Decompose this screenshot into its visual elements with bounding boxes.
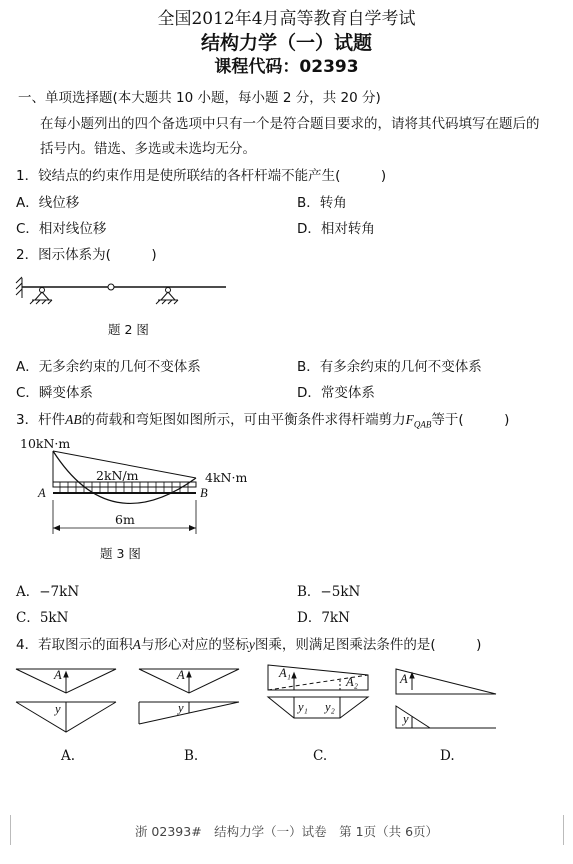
figure-a-ordinate-label: y bbox=[55, 702, 61, 716]
question-4-stem-var-a: A bbox=[132, 637, 141, 652]
footer-margin-mark-right bbox=[563, 815, 564, 845]
footer-margin-mark-left bbox=[10, 815, 11, 845]
figure-d-ordinate-label: y bbox=[403, 712, 409, 726]
instructions-line-2: 括号内。错选、多选或未选均无分。 bbox=[40, 141, 256, 157]
figure-d bbox=[396, 669, 496, 728]
subject-title: 结构力学（一）试题 bbox=[200, 32, 372, 54]
question-3-stem-middle: 的荷载和弯矩图如图所示，可由平衡条件求得杆端剪力 bbox=[81, 412, 406, 428]
figure-c-ordinate1-label: y₁ bbox=[298, 700, 308, 714]
instructions-line-1: 在每小题列出的四个备选项中只有一个是符合题目要求的，请将其代码填写在题后的 bbox=[40, 116, 540, 132]
figure-a-area-label: A bbox=[54, 668, 62, 682]
section-heading: 一、单项选择题(本大题共 10 小题，每小题 2 分，共 20 分) bbox=[18, 90, 381, 106]
question-4-stem-prefix: 4．若取图示的面积 bbox=[16, 637, 133, 653]
question-4-option-c: C. bbox=[313, 748, 328, 764]
question-3-stem-prefix: 3．杆件 bbox=[16, 412, 66, 428]
question-1-option-a: A．线位移 bbox=[16, 195, 80, 211]
figure-b-ordinate-label: y bbox=[178, 701, 184, 715]
question-4-stem-var-y: y bbox=[248, 637, 255, 652]
question-3-shear-symbol: F bbox=[405, 412, 414, 427]
load-label: 2kN/m bbox=[96, 468, 139, 483]
question-2-option-a: A．无多余约束的几何不变体系 bbox=[16, 359, 201, 375]
question-4-option-d: D. bbox=[440, 748, 455, 764]
page-footer: 浙 02393# 结构力学（一）试卷 第 1页（共 6页） bbox=[134, 824, 439, 839]
figure-c-area2-label: A₂ bbox=[346, 675, 358, 689]
exam-title: 全国2012年4月高等教育自学考试 bbox=[157, 9, 416, 29]
figure-b bbox=[139, 669, 239, 724]
question-1-option-c: C．相对线位移 bbox=[16, 221, 107, 237]
question-4-option-b: B. bbox=[184, 748, 199, 764]
question-3-stem-suffix: 等于( ) bbox=[431, 412, 510, 428]
question-1-option-d: D．相对转角 bbox=[297, 221, 375, 237]
question-1-option-b: B．转角 bbox=[297, 195, 347, 211]
question-2-option-c: C．瞬变体系 bbox=[16, 385, 93, 401]
question-2-option-b: B．有多余约束的几何不变体系 bbox=[297, 359, 482, 375]
figure-c-area1-label: A₁ bbox=[279, 666, 291, 680]
end-b-label: B bbox=[200, 486, 208, 500]
end-a-label: A bbox=[38, 486, 46, 500]
right-moment-label: 4kN·m bbox=[205, 470, 248, 485]
question-2-stem: 2．图示体系为( ) bbox=[16, 247, 157, 263]
figure-b-area-label: A bbox=[177, 668, 185, 682]
span-label: 6m bbox=[115, 512, 135, 527]
question-3-stem-var: AB bbox=[65, 412, 82, 427]
question-3-caption: 题 3 图 bbox=[100, 546, 141, 561]
question-3-option-c: C．5kN bbox=[16, 610, 69, 626]
question-2-option-d: D．常变体系 bbox=[297, 385, 375, 401]
question-4-option-a: A. bbox=[61, 748, 76, 764]
question-4-stem-suffix: 图乘，则满足图乘法条件的是( ) bbox=[254, 637, 482, 653]
question-2-caption: 题 2 图 bbox=[108, 322, 149, 337]
course-code: 课程代码：02393 bbox=[214, 57, 359, 77]
left-moment-label: 10kN·m bbox=[20, 436, 71, 451]
figure-d-area-label: A bbox=[400, 672, 408, 686]
question-1-stem: 1．铰结点的约束作用是使所联结的各杆杆端不能产生( ) bbox=[16, 168, 387, 184]
question-3-shear-subscript: QAB bbox=[413, 419, 432, 430]
question-4-stem-middle: 与形心对应的竖标 bbox=[140, 637, 249, 653]
question-3-option-a: A．−7kN bbox=[16, 584, 80, 600]
question-3-option-b: B．−5kN bbox=[297, 584, 361, 600]
figure-a bbox=[16, 669, 116, 732]
question-3-option-d: D．7kN bbox=[297, 610, 350, 626]
figure-c-ordinate2-label: y₂ bbox=[325, 700, 335, 714]
